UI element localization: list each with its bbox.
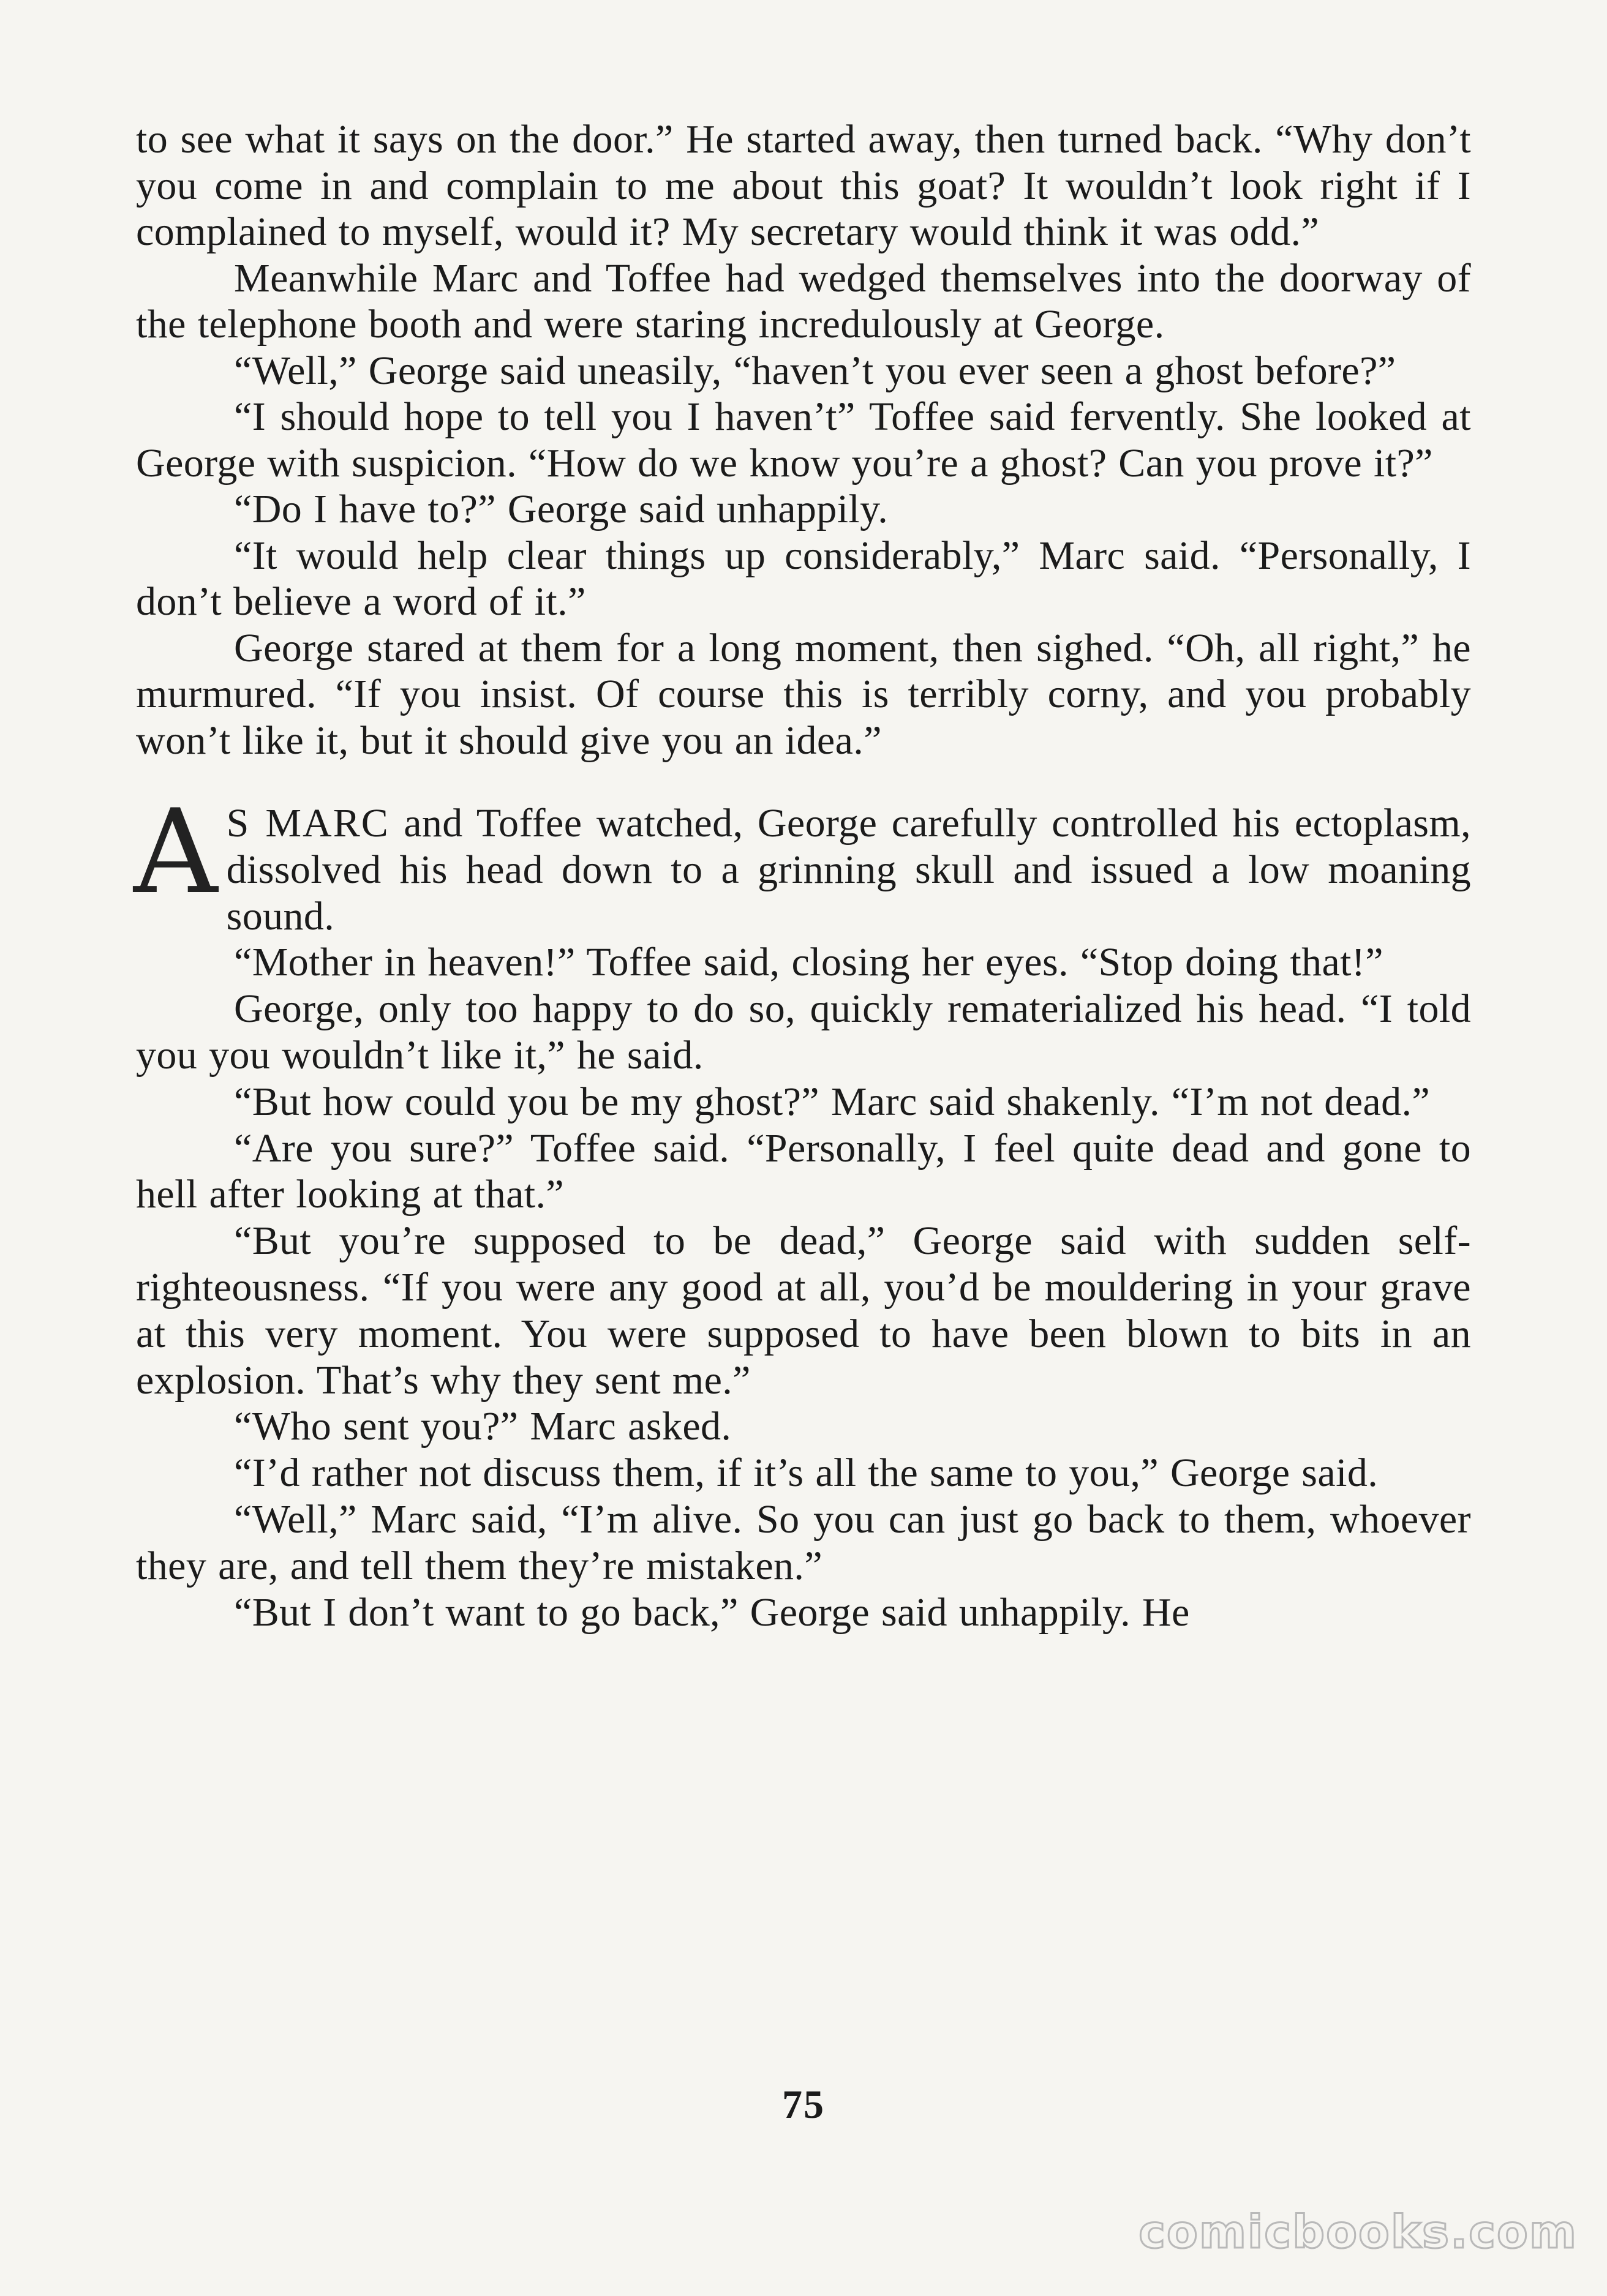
site-watermark: comicbooks.com	[1138, 2206, 1578, 2259]
paragraph: “I should hope to tell you I haven’t” Toffee said fervently. She looked at George with suspicion. “How do we know you’re a ghost? Can you prove it?”	[136, 394, 1471, 486]
paragraph: “Well,” George said uneasily, “haven’t you ever seen a ghost before?”	[234, 348, 1396, 393]
paragraph: “It would help clear things up considerably,” Marc said. “Personally, I don’t believe a word of it.”	[136, 533, 1471, 624]
drop-cap: A	[134, 784, 218, 920]
paragraph: “Are you sure?” Toffee said. “Personally, I feel quite dead and gone to hell after looking at that.”	[136, 1125, 1471, 1217]
paragraph: Meanwhile Marc and Toffee had wedged themselves into the doorway of the telephone booth and were staring incredulously at George.	[136, 255, 1471, 347]
section-opening-paragraph	[134, 784, 1471, 939]
lead-in-caps: S MARC	[226, 801, 390, 846]
paragraph: “But how could you be my ghost?” Marc said shakenly. “I’m not dead.”	[234, 1079, 1431, 1124]
paragraph: George stared at them for a long moment, then sighed. “Oh, all right,” he murmured. “If you insist. Of course this is terribly corny, and you probably won’t like it, but it should give you an idea.”	[136, 625, 1471, 763]
paragraph: to see what it says on the door.” He started away, then turned back. “Why don’t you come in and complain to me about this goat? It wouldn’t look right if I complained to myself, would it? My secretary would think it was odd.”	[136, 117, 1471, 254]
paragraph: “Mother in heaven!” Toffee said, closing her eyes. “Stop doing that!”	[234, 940, 1383, 985]
paragraph: “Well,” Marc said, “I’m alive. So you can just go back to them, whoever they are, and tell them they’re mistaken.”	[136, 1496, 1471, 1588]
opening-text: and Toffee watched, George carefully controlled his ectoplasm, dissolved his head down to a grinning skull and issued a low moaning sound.	[226, 801, 1471, 939]
text-block-1	[136, 116, 1471, 763]
paragraph: “But I don’t want to go back,” George said unhappily. He	[234, 1589, 1190, 1635]
paragraph: “Who sent you?” Marc asked.	[234, 1404, 732, 1449]
page-number: 75	[782, 2082, 825, 2127]
paragraph: “Do I have to?” George said unhappily.	[234, 487, 889, 531]
text-block-2	[134, 784, 1471, 1635]
page-body	[136, 116, 1471, 1635]
paragraph: “I’d rather not discuss them, if it’s all the same to you,” George said.	[234, 1450, 1379, 1496]
paragraph: George, only too happy to do so, quickly rematerialized his head. “I told you you wouldn’t like it,” he said.	[136, 986, 1471, 1078]
paragraph: “But you’re supposed to be dead,” George said with sudden self-righteousness. “If you were any good at all, you’d be mouldering in your grave at this very moment. You were supposed to have been blown to bits in an explosion. That’s why they sent me.”	[136, 1218, 1471, 1403]
